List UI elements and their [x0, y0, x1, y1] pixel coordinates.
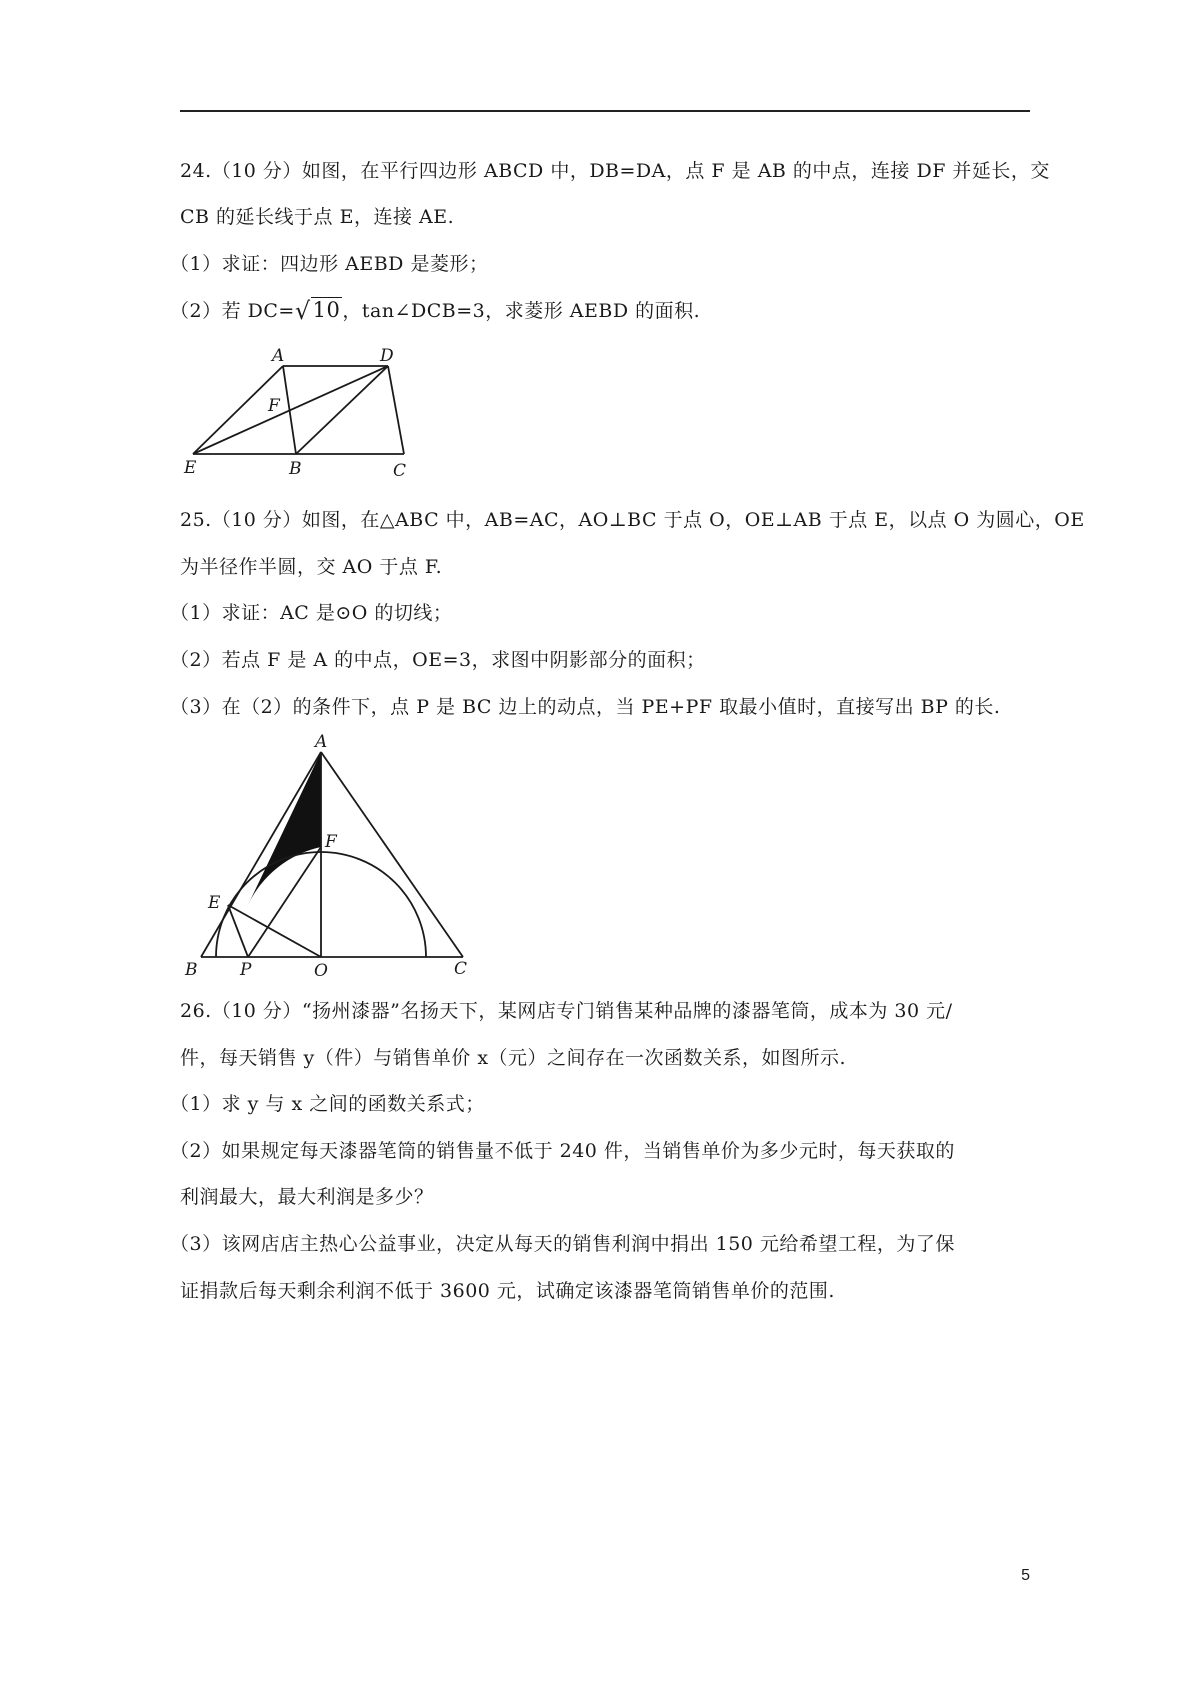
- label-B-24: B: [289, 459, 302, 479]
- q24-line1: 24.（10 分）如图，在平行四边形 ABCD 中，DB=DA，点 F 是 AB 的中点，连接 DF 并延长，交: [180, 160, 1050, 182]
- page-number: 5: [1021, 1567, 1030, 1584]
- label-F-24: F: [268, 396, 280, 416]
- q26-line1: 26.（10 分）“扬州漆器”名扬天下，某网店专门销售某种品牌的漆器笔筒，成本为 30 元/: [180, 1000, 953, 1022]
- q24-line2: CB 的延长线于点 E，连接 AE.: [180, 206, 455, 228]
- q26-part1: （1）求 y 与 x 之间的函数关系式；: [170, 1093, 485, 1115]
- sqrt-radicand: 10: [312, 298, 341, 322]
- q25-part2: （2）若点 F 是 A 的中点，OE=3，求图中阴影部分的面积；: [170, 649, 706, 671]
- label-E-24: E: [184, 458, 197, 478]
- q25-line2: 为半径作半圆，交 AO 于点 F.: [180, 556, 443, 578]
- label-D-24: D: [380, 346, 394, 366]
- label-C-24: C: [393, 461, 407, 481]
- label-E-25: E: [208, 893, 221, 913]
- label-A-25: A: [315, 732, 328, 752]
- q24-part1: （1）求证：四边形 AEBD 是菱形；: [170, 253, 489, 275]
- q25-line1: 25.（10 分）如图，在△ABC 中，AB=AC，AO⊥BC 于点 O，OE⊥AB 于点 E，以点 O 为圆心，OE: [180, 509, 1085, 531]
- q26-part3-line1: （3）该网店店主热心公益事业，决定从每天的销售利润中捐出 150 元给希望工程，为了保: [170, 1233, 955, 1255]
- label-F-25: F: [325, 832, 337, 852]
- label-A-24: A: [272, 346, 285, 366]
- q26-part3-line2: 证捐款后每天剩余利润不低于 3600 元，试确定该漆器笔筒销售单价的范围.: [180, 1280, 835, 1302]
- q26-part2-line2: 利润最大，最大利润是多少？: [180, 1186, 434, 1208]
- q24-part2-before: （2）若 DC=: [170, 300, 295, 322]
- q24-part2-after: ，tan∠DCB=3，求菱形 AEBD 的面积.: [342, 300, 701, 322]
- q25-part3: （3）在（2）的条件下，点 P 是 BC 边上的动点，当 PE+PF 取最小值时，直接写出 BP 的长.: [170, 696, 1001, 718]
- sqrt-expression: √10: [294, 297, 341, 325]
- q25-part1: （1）求证：AC 是⊙O 的切线；: [170, 602, 453, 624]
- q26-line2: 件，每天销售 y（件）与销售单价 x（元）之间存在一次函数关系，如图所示.: [180, 1047, 847, 1069]
- label-C-25: C: [454, 959, 468, 979]
- q26-part2-line1: （2）如果规定每天漆器笔筒的销售量不低于 240 件，当销售单价为多少元时，每天获取的: [170, 1140, 955, 1162]
- label-O-25: O: [314, 961, 328, 981]
- shaded-region: [248, 752, 321, 905]
- label-P-25: P: [240, 960, 252, 980]
- label-B-25: B: [185, 960, 198, 980]
